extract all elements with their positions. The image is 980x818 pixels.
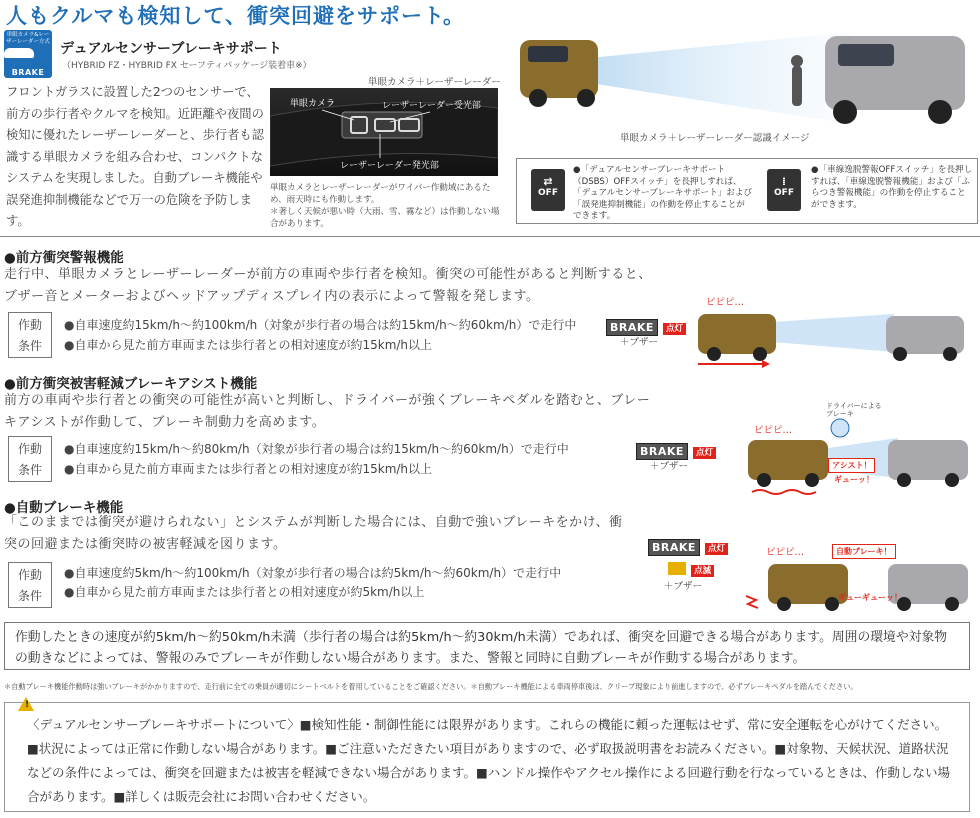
lane-off-switch-icon: [767, 169, 801, 211]
cond-label-line1: 作動: [17, 318, 42, 332]
brake-indicator: BRAKE: [636, 443, 688, 460]
section-3-illustration: [740, 540, 974, 612]
indicator-state: 点灯: [705, 543, 728, 555]
logo-car-icon: [4, 48, 34, 58]
recognition-scene-image: [520, 28, 975, 128]
label-emitter: レーザーレーダー発光部: [340, 161, 439, 171]
section-1-indicator: [606, 316, 686, 335]
section-1-cond-2: ●自車から見た前方車両または歩行者との相対速度が約15km/h以上: [64, 338, 433, 352]
indicator-state: 点灯: [663, 323, 686, 335]
section-1-cond-label: [8, 312, 52, 358]
laser-receiver-icon: [374, 118, 396, 132]
feature-intro: フロントガラスに設置した2つのセンサーで、前方の歩行者やクルマを検知。近距離や夜間の検知に優れたレーザーレーダーと、歩行者も認識する単眼カメラを組み合わせ、コンパクトなシステムを実現しました。自動ブレーキ機能や誤発進抑制機能などで万一の危険を予防します。: [6, 85, 264, 228]
sensor-note-2: ＊著しく天候が悪い時（大雨、雪、霧など）は作動しない場合があります。: [270, 207, 500, 229]
buzzer-label: ＋ブザー: [650, 461, 689, 472]
buzzer-label: ＋ブザー: [620, 337, 659, 348]
section-2-indicator: [636, 440, 716, 459]
dsbs-off-label: OFF: [538, 188, 558, 198]
feature-subtitle: （HYBRID FZ・HYBRID FX セーフティパッケージ装着車※）: [62, 61, 312, 71]
scene-caption: 単眼カメラ＋レーザーレーダー認識イメージ: [620, 133, 810, 144]
page-headline: 人もクルマも検知して、衝突回避をサポート。: [6, 4, 466, 28]
sensor-photo-note: [270, 182, 500, 230]
divider: [0, 236, 980, 237]
camera-lens-icon: [350, 116, 368, 134]
car-off-icon: ⇄: [543, 175, 553, 188]
indicator-state-blink: 点滅: [691, 565, 714, 577]
sensor-photo: [270, 88, 498, 176]
section-3-indicator-2: [668, 558, 714, 577]
driver-brake-text: ドライバーによるブレーキ: [826, 402, 882, 418]
lane-off-text: ●「車線逸脱警報OFFスイッチ」を長押しすれば、「車線逸脱警報機能」および「ふらつき警報機能」の作動を停止することができます。: [811, 165, 973, 210]
warning-exclamation-icon: !: [25, 700, 30, 710]
section-3-cond-1: ●自車速度約5km/h〜約100km/h（対象が歩行者の場合は約5km/h〜約60km/h）で走行中: [64, 566, 562, 580]
section-2-title: ●前方衝突被害軽減ブレーキアシスト機能: [4, 376, 258, 392]
brake-logo: [4, 30, 52, 78]
summary-box: 作動したときの速度が約5km/h〜約50km/h未満（歩行者の場合は約5km/h〜約30km/h未満）であれば、衝突を回避できる場合があります。周囲の環境や対象物の動きなどによっては、警報のみでブレーキが作動しない場合があります。また、警報と同時に自動ブレーキが作動する場合があります。: [4, 622, 970, 670]
laser-emitter-icon: [398, 118, 420, 132]
section-1-illustration: [694, 292, 974, 368]
buzzer-label: ＋ブザー: [664, 581, 703, 592]
warning-sound-text: ピピピ…: [766, 547, 805, 558]
lane-off-label: OFF: [774, 188, 794, 198]
section-1-text: 走行中、単眼カメラとレーザーレーダーが前方の車両や歩行者を検知。衝突の可能性があると判断すると、ブザー音とメーターおよびヘッドアップディスプレイ内の表示によって警報を発します。: [4, 267, 652, 304]
section-3-indicator: [648, 536, 728, 555]
section-2-cond-label: [8, 436, 52, 482]
dsbs-off-switch-icon: [531, 169, 565, 211]
cond-label-line2: 条件: [17, 463, 42, 477]
warning-box: 〈デュアルセンサーブレーキサポートについて〉■検知性能・制御性能には限界があります。これらの機能に頼った運転はせず、常に安全運転を心がけてください。■状況によっては正常に作動しない場合があります。■ご注意いただきたい項目がありますので、必ず取扱説明書をお読みください。■対象物、天候状況、道路状況などの条件によっては、衝突を回避または被害を軽減できない場合があります。■ハンドル操作やアクセル操作による回避行動を行なっているときは、作動しない場合があります。■詳しくは販売会社にお問い合わせください。: [4, 702, 970, 812]
assist-callout: アシスト！: [828, 458, 875, 473]
section-3-text: 「このままでは衝突が避けられない」とシステムが判断した場合には、自動で強いブレーキをかけ、衝突の回避または衝突時の被害軽減を図ります。: [4, 515, 623, 552]
dsbs-off-text: ●「デュアルセンサーブレーキサポート（DSBS）OFFスイッチ」を長押しすれば、「デュアルセンサーブレーキサポート」および「誤発進抑制機能」の作動を停止することができます。: [573, 165, 753, 221]
fine-print: ＊自動ブレーキ機能作動時は強いブレーキがかかりますので、走行前に全ての乗員が適切にシートベルトを着用していることをご確認ください。＊自動ブレーキ機能による車両停車後は、クリープ現象により前進しますので、必ずブレーキペダルを踏んでください。: [4, 682, 858, 691]
label-receiver: レーザーレーダー受光部: [382, 101, 481, 111]
logo-top-text: 単眼カメラ&レーザーレーダー方式: [6, 32, 50, 45]
brake-indicator: BRAKE: [648, 539, 700, 556]
warning-sound-text: ピピピ…: [754, 425, 793, 436]
sensor-note-1: 単眼カメラとレーザーレーダーがワイパー作動域にあるため、雨天時にも作動します。: [270, 183, 491, 205]
section-2-illustration: [728, 398, 974, 498]
lane-off-icon: ⁞: [781, 175, 787, 188]
section-3-title: ●自動ブレーキ機能: [4, 500, 124, 516]
warning-sound-text: ピピピ…: [706, 297, 745, 308]
section-2-cond-2: ●自車から見た前方車両または歩行者との相対速度が約15km/h以上: [64, 462, 433, 476]
cond-label-line2: 条件: [17, 339, 42, 353]
section-1-cond-1: ●自車速度約15km/h〜約100km/h（対象が歩行者の場合は約15km/h〜約60km/h）で走行中: [64, 318, 577, 332]
cond-label-line1: 作動: [17, 442, 42, 456]
cond-label-line1: 作動: [17, 568, 42, 582]
logo-bottom-text: BRAKE: [11, 68, 45, 77]
cond-label-line2: 条件: [17, 589, 42, 603]
label-camera: 単眼カメラ: [290, 99, 336, 109]
section-2-cond-1: ●自車速度約15km/h〜約80km/h（対象が歩行者の場合は約15km/h〜約60km/h）で走行中: [64, 442, 569, 456]
section-3-cond-2: ●自車から見た前方車両または歩行者との相対速度が約5km/h以上: [64, 585, 425, 599]
brake-indicator: BRAKE: [606, 319, 658, 336]
section-1-title: ●前方衝突警報機能: [4, 250, 124, 266]
section-2-text: 前方の車両や歩行者との衝突の可能性が高いと判断し、ドライバーが強くブレーキペダルを踏むと、ブレーキアシストが作動して、ブレーキ制動力を高めます。: [4, 393, 651, 430]
sensor-photo-caption: 単眼カメラ＋レーザーレーダー: [368, 77, 501, 88]
skid-text: ギューッ！: [834, 475, 874, 484]
auto-brake-callout: 自動ブレーキ！: [832, 544, 896, 559]
scene-illustration: [520, 28, 975, 128]
skid-text: ギューギューッ！: [838, 593, 902, 602]
indicator-state: 点灯: [693, 447, 716, 459]
off-switch-box: [516, 158, 978, 224]
slip-warning-icon: [668, 562, 686, 575]
feature-title: デュアルセンサーブレーキサポート: [60, 41, 282, 57]
section-3-cond-label: [8, 562, 52, 608]
